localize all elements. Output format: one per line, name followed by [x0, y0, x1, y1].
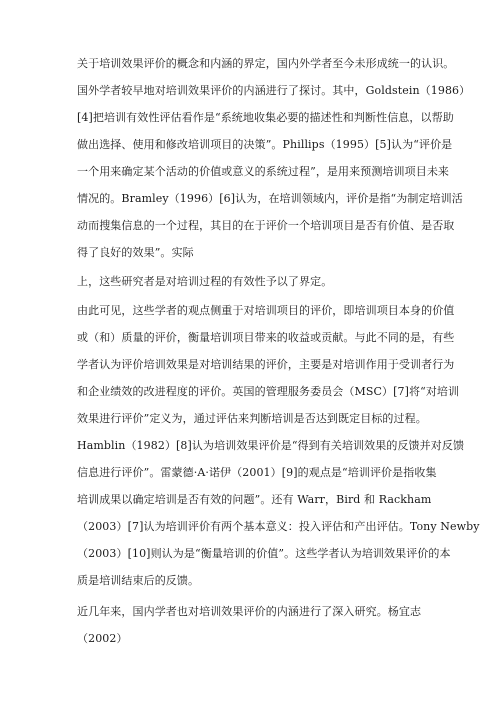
text-line: [4]把培训有效性评估看作是“系统地收集必要的描述性和判断性信息，以帮助 [77, 111, 454, 124]
text-line: 质是培训结束后的反馈。 [77, 574, 200, 587]
text-line: 或（和）质量的评价，衡量培训项目带来的收益或贡献。与此不同的是，有些 [77, 331, 455, 344]
text-line: 信息进行评价”。雷蒙德·A·诺伊（2001）[9]的观点是“培训评价是指收集 [77, 466, 437, 479]
text-line: 情况的。Bramley（1996）[6]认为，在培训领域内，评价是指“为制定培训活 [77, 192, 463, 205]
text-line: Hamblin（1982）[8]认为培训效果评价是“得到有关培训效果的反馈并对反馈 [77, 439, 465, 452]
text-line: 国外学者较早地对培训效果评价的内涵进行了探讨。其中，Goldstein（1986） [77, 84, 471, 97]
text-line: （2002） [77, 632, 128, 645]
text-line: 做出选择、使用和修改培训项目的决策”。Phillips（1995）[5]认为“评价是 [77, 138, 453, 151]
text-line: 和企业绩效的改进程度的评价。英国的管理服务委员会（MSC）[7]将“对培训 [77, 385, 460, 398]
text-line: 上，这些研究者是对培训过程的有效性予以了界定。 [77, 275, 333, 288]
text-line: （2003）[7]认为培训评价有两个基本意义：投入评估和产出评估。Tony Newby [77, 520, 480, 533]
text-line: 关于培训效果评价的概念和内涵的界定，国内外学者至今未形成统一的认识。 [77, 57, 455, 70]
text-line: 一个用来确定某个活动的价值或意义的系统过程”，是用来预测培训项目未来 [77, 165, 450, 178]
text-line: （2003）[10]则认为是“衡量培训的价值”。这些学者认为培训效果评价的本 [77, 547, 451, 560]
text-line: 由此可见，这些学者的观点侧重于对培训项目的评价，即培训项目本身的价值 [77, 304, 455, 317]
text-line: 得了良好的效果”。实际 [77, 246, 194, 259]
text-line: 效果进行评价”定义为，通过评估来判断培训是否达到既定目标的过程。 [77, 412, 427, 425]
text-line: 动而搜集信息的一个过程，其目的在于评价一个培训项目是否有价值、是否取 [77, 219, 455, 232]
text-line: 培训成果以确定培训是否有效的问题”。还有 Warr，Bird 和 Rackham [77, 493, 432, 506]
text-line: 近几年来，国内学者也对培训效果评价的内涵进行了深入研究。杨宜志 [77, 605, 422, 618]
text-line: 学者认为评价培训效果是对培训结果的评价，主要是对培训作用于受训者行为 [77, 358, 455, 371]
